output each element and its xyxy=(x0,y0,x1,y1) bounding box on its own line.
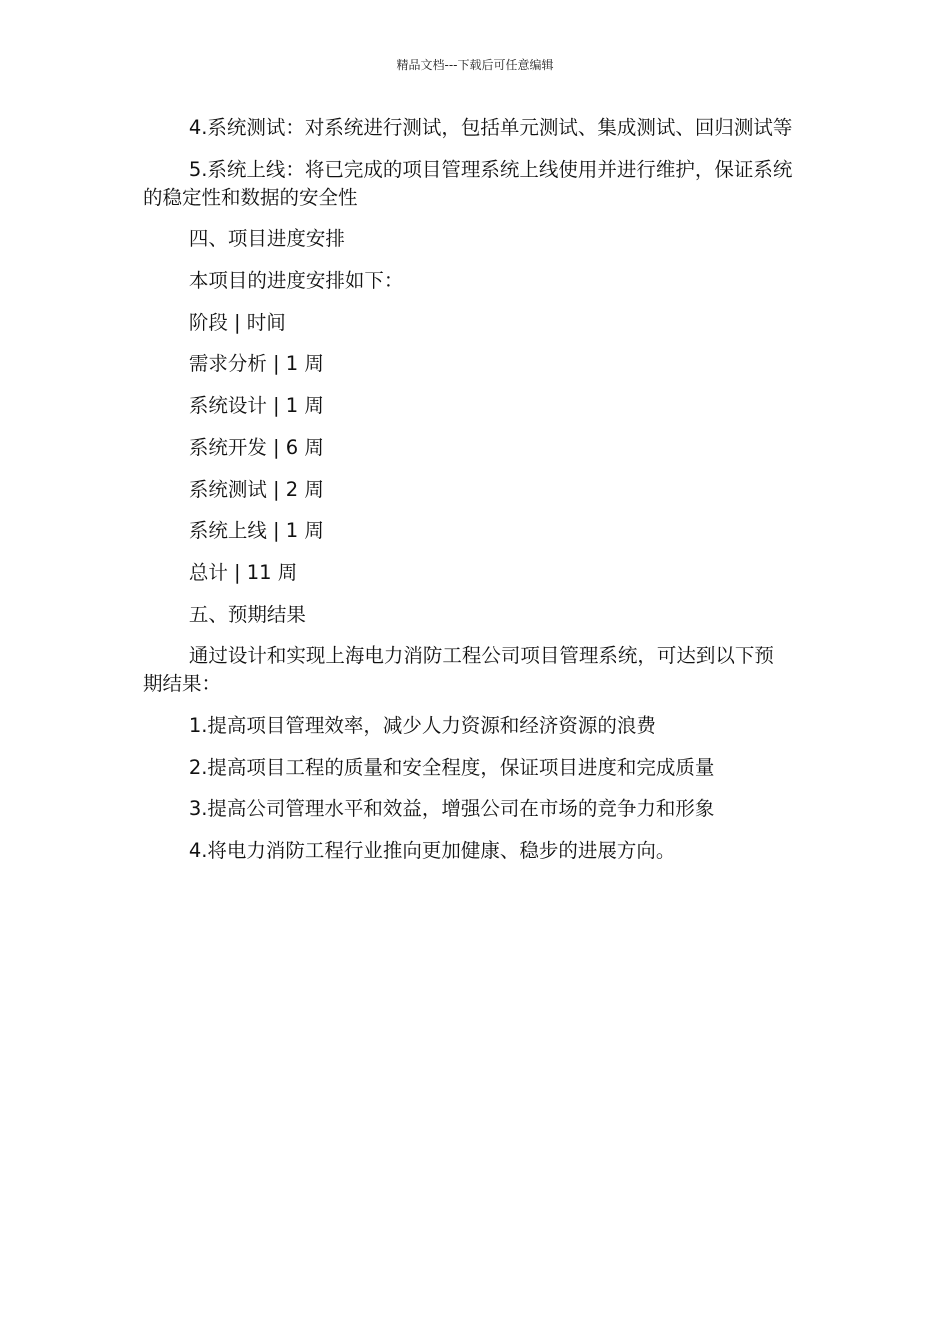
schedule-row: 系统设计 | 1 周 xyxy=(188,394,324,418)
result-item: 3.提高公司管理水平和效益，增强公司在市场的竞争力和形象 xyxy=(188,797,715,821)
paragraph-results-intro: 通过设计和实现上海电力消防工程公司项目管理系统，可达到以下预期结果： xyxy=(143,644,774,696)
schedule-total-row: 总计 | 11 周 xyxy=(188,560,298,584)
schedule-header-row: 阶段 | 时间 xyxy=(188,310,286,334)
section-heading-schedule: 四、项目进度安排 xyxy=(188,227,345,251)
paragraph-system-launch: 5.系统上线：将已完成的项目管理系统上线使用并进行维护，保证系统的稳定性和数据的安全性 xyxy=(143,157,793,209)
paragraph-system-testing: 4.系统测试：对系统进行测试，包括单元测试、集成测试、回归测试等 xyxy=(188,116,793,139)
result-item: 1.提高项目管理效率，减少人力资源和经济资源的浪费 xyxy=(188,713,656,737)
schedule-row: 系统测试 | 2 周 xyxy=(188,477,324,501)
schedule-row: 需求分析 | 1 周 xyxy=(188,352,324,376)
section-heading-expected-results: 五、预期结果 xyxy=(188,602,306,626)
result-item: 4.将电力消防工程行业推向更加健康、稳步的进展方向。 xyxy=(188,839,676,862)
paragraph-schedule-intro: 本项目的进度安排如下： xyxy=(188,269,404,293)
document-body xyxy=(143,114,793,879)
result-item: 2.提高项目工程的质量和安全程度，保证项目进度和完成质量 xyxy=(188,755,715,779)
schedule-row: 系统上线 | 1 周 xyxy=(188,519,324,543)
page-header: 精品文档---下载后可任意编辑 xyxy=(396,58,554,72)
schedule-row: 系统开发 | 6 周 xyxy=(188,435,324,459)
